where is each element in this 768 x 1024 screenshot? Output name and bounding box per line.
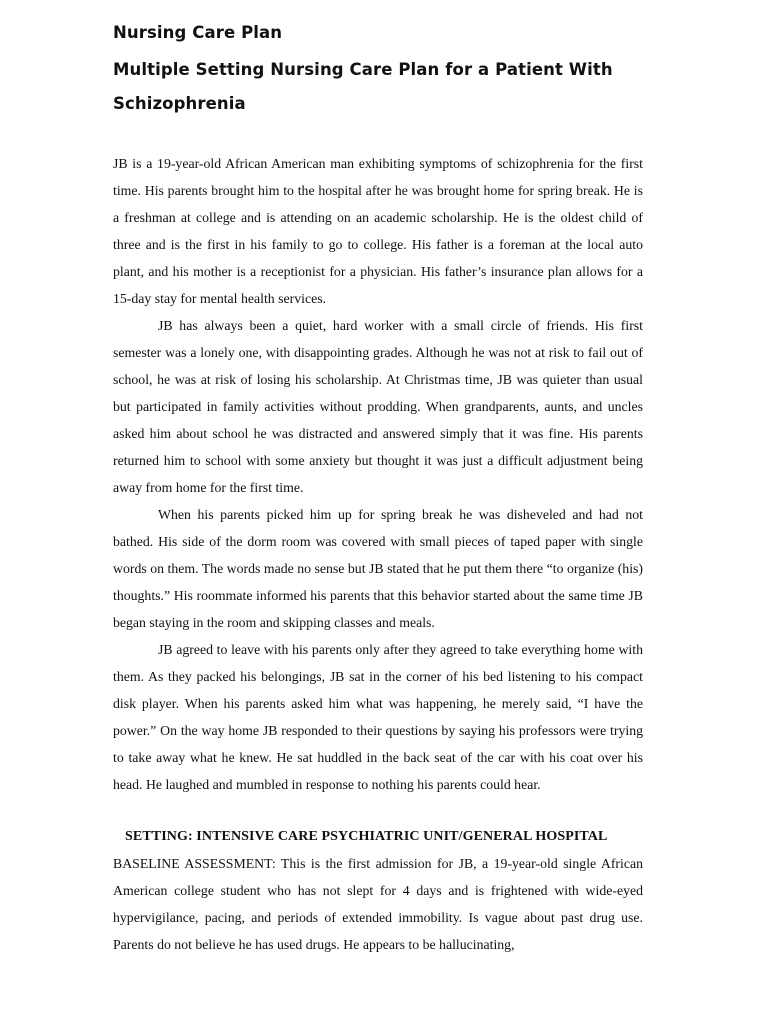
document-title: Nursing Care Plan [113,23,283,42]
baseline-assessment-paragraph: BASELINE ASSESSMENT: This is the first admission for JB, a 19-year-old single African American college student who has not slept for 4 days and is frightened with wide-eyed hypervigilance, pacing, and periods of extended immobility. Is vague about past drug use. Parents do not believe he has used drugs. He appears to be hallucinating, [113,856,643,952]
case-paragraph-3: When his parents picked him up for spring break he was disheveled and had not bathed. His side of the dorm room was covered with small pieces of taped paper with single words on them. The words made no sense but JB stated that he put them there “to organize (his) thoughts.” His roommate informed his parents that this behavior started about the same time JB began staying in the room and skipping classes and meals. [113,507,643,630]
case-paragraph-2: JB has always been a quiet, hard worker with a small circle of friends. His first semester was a lonely one, with disappointing grades. Although he was not at risk to fail out of school, he was at risk of losing his scholarship. At Christmas time, JB was quieter than usual but participated in family activities without prodding. When grandparents, aunts, and uncles asked him about school he was distracted and answered simply that it was fine. His parents returned him to school with some anxiety but thought it was just a difficult adjustment being away from home for the first time. [113,318,643,495]
document-subtitle-line-2: Schizophrenia [113,94,246,113]
document-subtitle-line-1: Multiple Setting Nursing Care Plan for a Patient With [113,60,613,79]
case-paragraph-4: JB agreed to leave with his parents only after they agreed to take everything home with them. As they packed his belongings, JB sat in the corner of his bed listening to his compact disk player. When his parents asked him what was happening, he merely said, “I have the power.” On the way home JB responded to their questions by saying his professors were trying to take away what he knew. He sat huddled in the back seat of the car with his coat over his head. He laughed and mumbled in response to nothing his parents could hear. [113,642,643,792]
document-page [113,20,643,958]
setting-heading: SETTING: INTENSIVE CARE PSYCHIATRIC UNIT/GENERAL HOSPITAL [125,829,608,844]
case-paragraph-1: JB is a 19-year-old African American man exhibiting symptoms of schizophrenia for the first time. His parents brought him to the hospital after he was brought home for spring break. He is a freshman at college and is attending on an academic scholarship. He is the oldest child of three and is the first in his family to go to college. His father is a foreman at the local auto plant, and his mother is a receptionist for a physician. His father’s insurance plan allows for a 15-day stay for mental health services. [113,156,643,306]
